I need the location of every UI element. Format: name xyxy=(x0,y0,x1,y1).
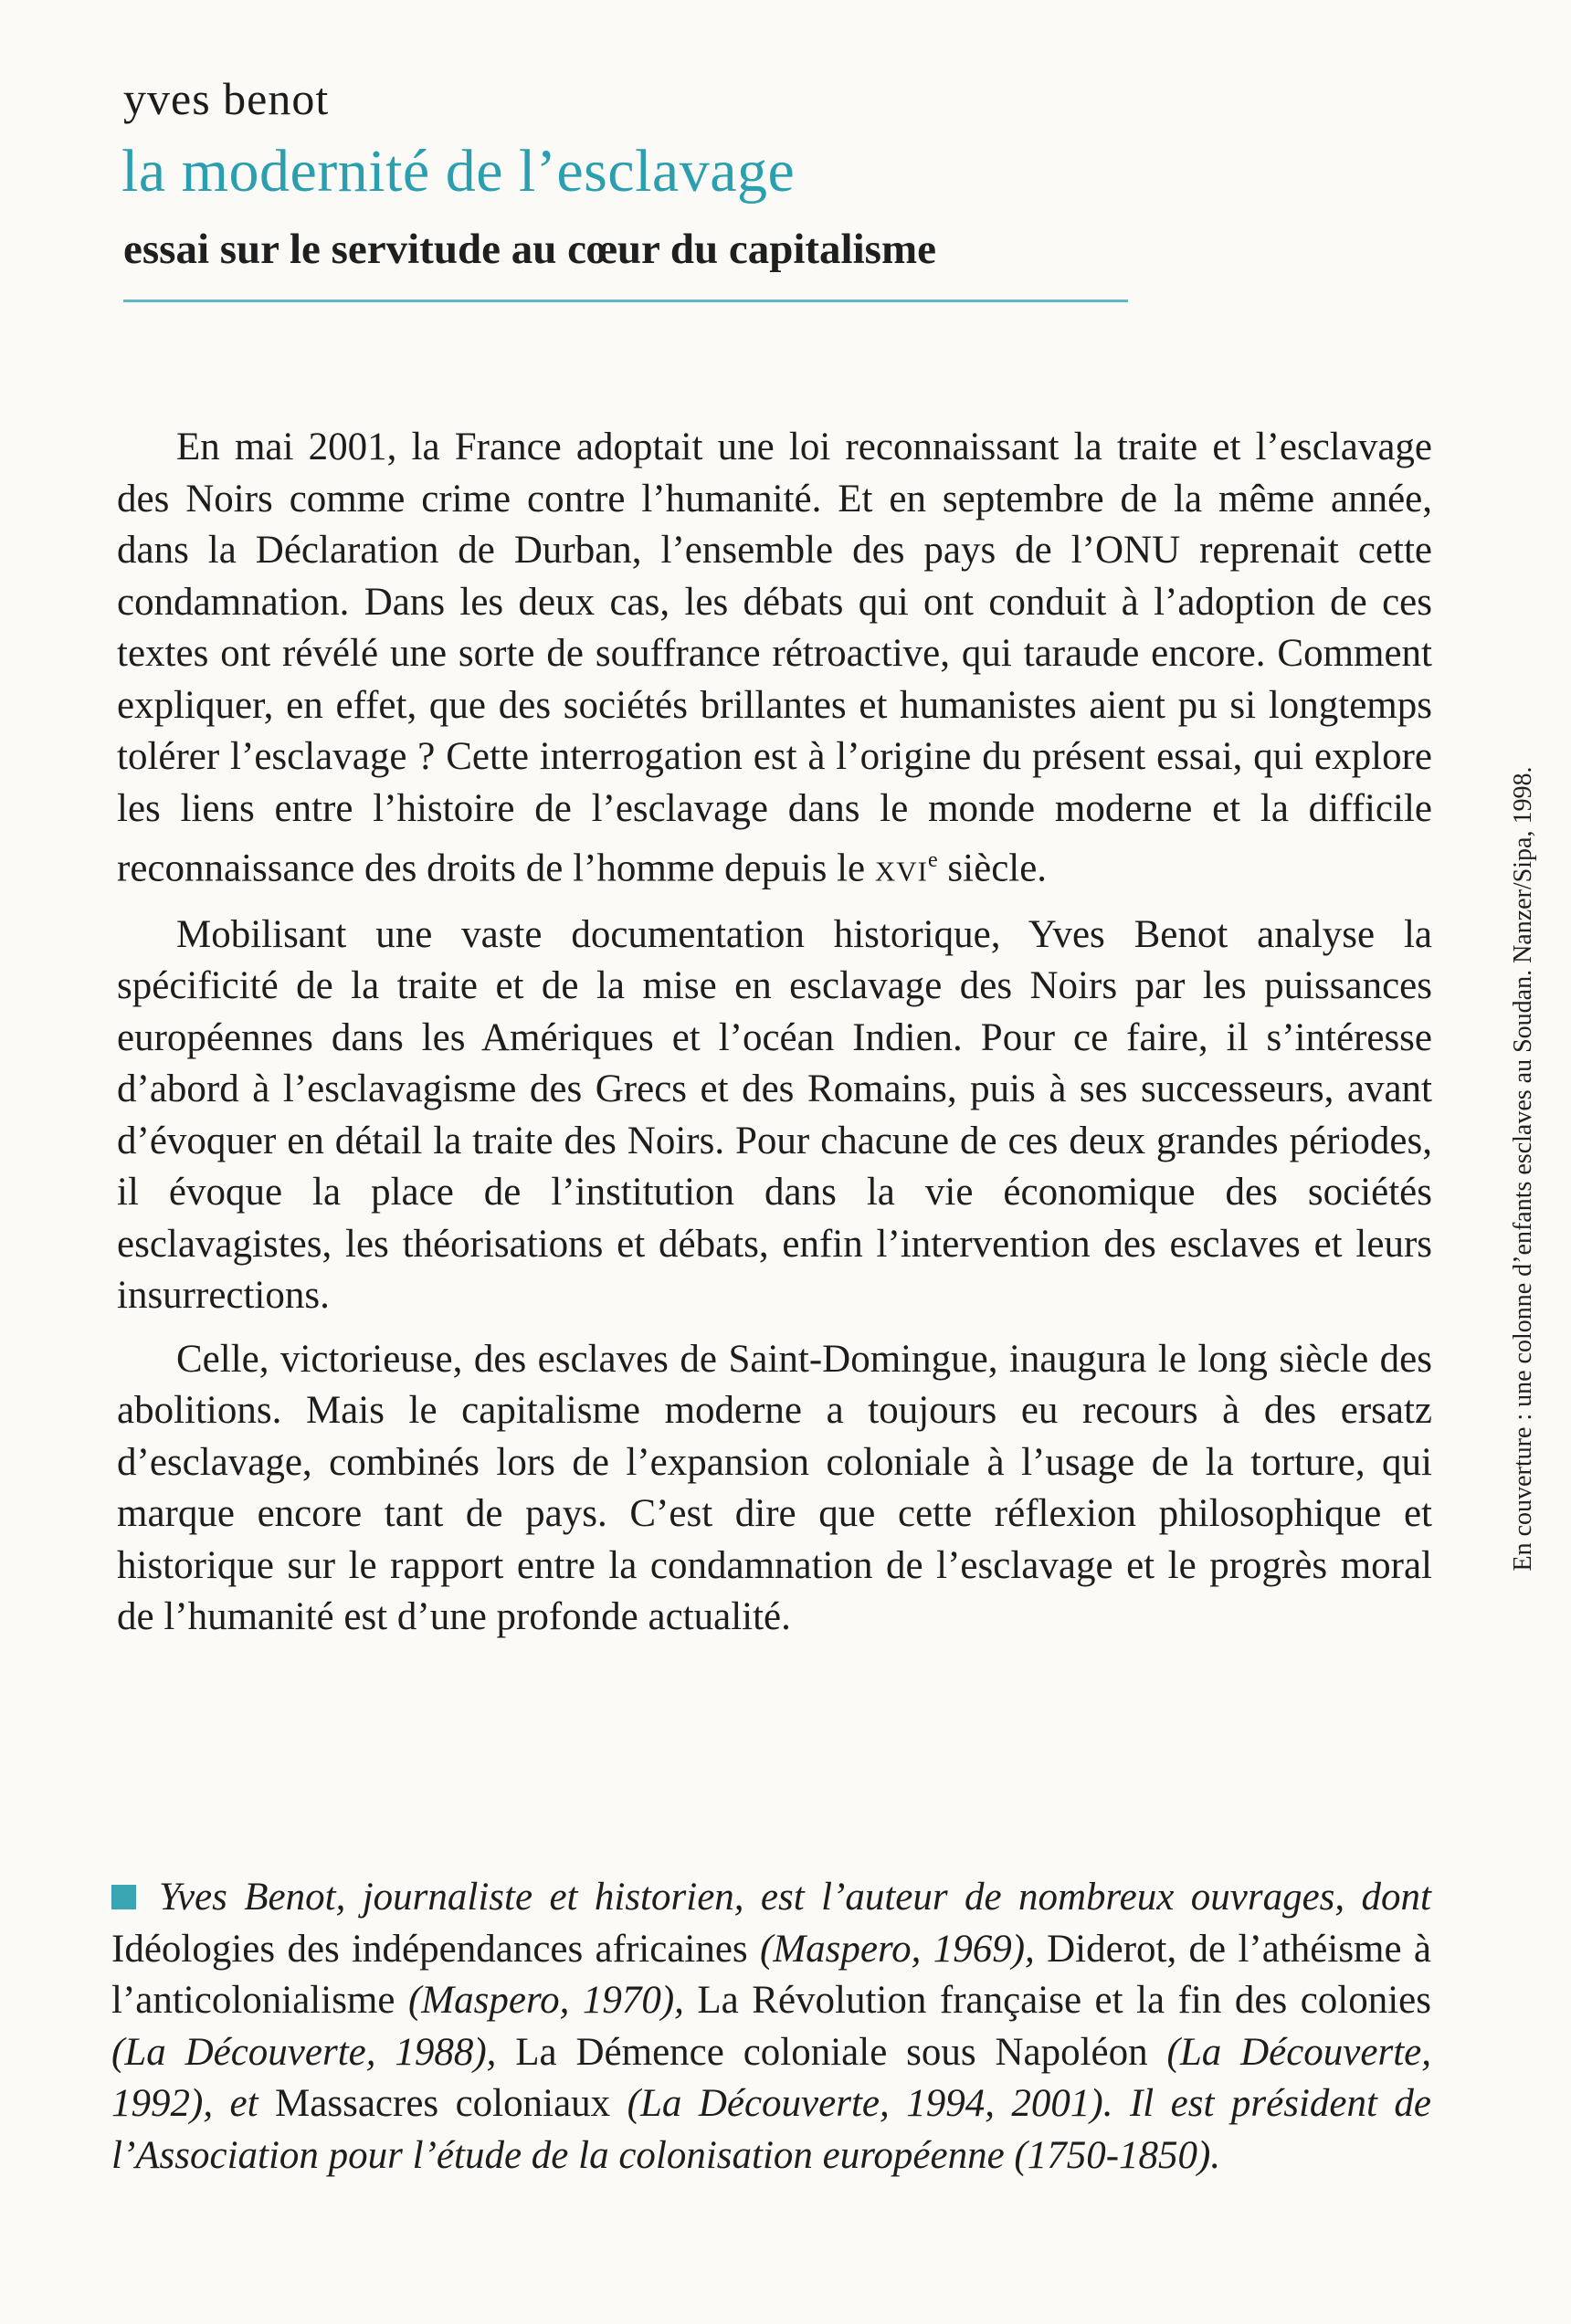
bullet-square-icon xyxy=(111,1885,136,1909)
book-4: La Démence coloniale sous Napoléon xyxy=(496,2030,1167,2074)
paragraph-3: Celle, victorieuse, des esclaves de Saint-Domingue, inaugura le long siècle des abolitions. Mais le capitalisme moderne a toujours eu recours à des ersatz d’esclavage, combinés lors de l’expansion coloniale à l’usage de la torture, qui marque encore tant de pays. C’est dire que cette réflexion philosophique et historique sur le rapport entre la condamnation de l’esclavage et le progrès moral de l’humanité est d’une profonde actualité. xyxy=(117,1337,1432,1639)
author-name: yves benot xyxy=(123,73,330,124)
century-numeral: XVI xyxy=(874,855,929,888)
book-5: Massacres coloniaux xyxy=(258,2082,627,2125)
title-rule xyxy=(123,300,1128,302)
publisher-2: (Maspero, 1970), xyxy=(407,1979,684,2022)
paragraph-1-end: siècle. xyxy=(937,847,1048,890)
century-suffix: e xyxy=(928,848,938,872)
bio-intro: Yves Benot, journaliste et historien, est l’auteur de nombreux ouvrages, dont xyxy=(159,1876,1431,1919)
book-title: la modernité de l’esclavage xyxy=(121,138,796,205)
cover-photo-credit: En couverture : une colonne d’enfants esclaves au Soudan. Nanzer/Sipa, 1998. xyxy=(1509,766,1537,1572)
paragraph-1-text: En mai 2001, la France adoptait une loi reconnaissant la traite et l’esclavage des Noirs comme crime contre l’humanité. Et en septembre de la même année, dans la Déclaration de Durban, l’ensemble des pays de l’ONU reprenait cette condamnation. Dans les deux cas, les débats qui ont conduit à l’adoption de ces textes ont révélé une sorte de souffrance rétroactive, qui taraude encore. Comment expliquer, en effet, que des sociétés brillantes et humanistes aient pu si longtemps tolérer l’esclavage ? Cette interrogation est à l’origine du présent essai, qui explore les liens entre l’histoire de l’esclavage dans le monde moderne et la difficile reconnaissance des droits de l’homme depuis le xyxy=(117,426,1432,890)
paragraph-2: Mobilisant une vaste documentation historique, Yves Benot analyse la spécificité de la traite et de la mise en esclavage des Noirs par les puissances européennes dans les Amériques et l’océan Indien. Pour ce faire, il s’intéresse d’abord à l’esclavagisme des Grecs et des Romains, puis à ses successeurs, avant d’évoquer en détail la traite des Noirs. Pour chacune de ces deux grandes périodes, il évoque la place de l’institution dans la vie économique des sociétés esclavagistes, les théorisations et débats, enfin l’intervention des esclaves et leurs insurrections. xyxy=(117,912,1432,1318)
author-bio xyxy=(111,1872,1431,2182)
book-subtitle: essai sur le servitude au cœur du capitalisme xyxy=(123,226,936,273)
paragraph-1 xyxy=(117,422,1432,898)
book-2: Diderot, de l’athéisme à l’anticolonialisme xyxy=(111,1927,1432,2022)
book-1: Idéologies des indépendances africaines xyxy=(111,1927,761,1971)
publisher-5: (La Découverte, 1994, 2001). Il est président de l’Association pour l’étude de la colonisation européenne (1750-1850). xyxy=(111,2082,1431,2177)
book-3: La Révolution française et la fin des colonies xyxy=(683,1979,1431,2022)
publisher-4: (La Découverte, 1992), et xyxy=(111,2030,1431,2125)
publisher-3: (La Découverte, 1988), xyxy=(111,2030,497,2074)
publisher-1: (Maspero, 1969), xyxy=(760,1927,1035,1971)
back-cover-text xyxy=(117,422,1432,1656)
